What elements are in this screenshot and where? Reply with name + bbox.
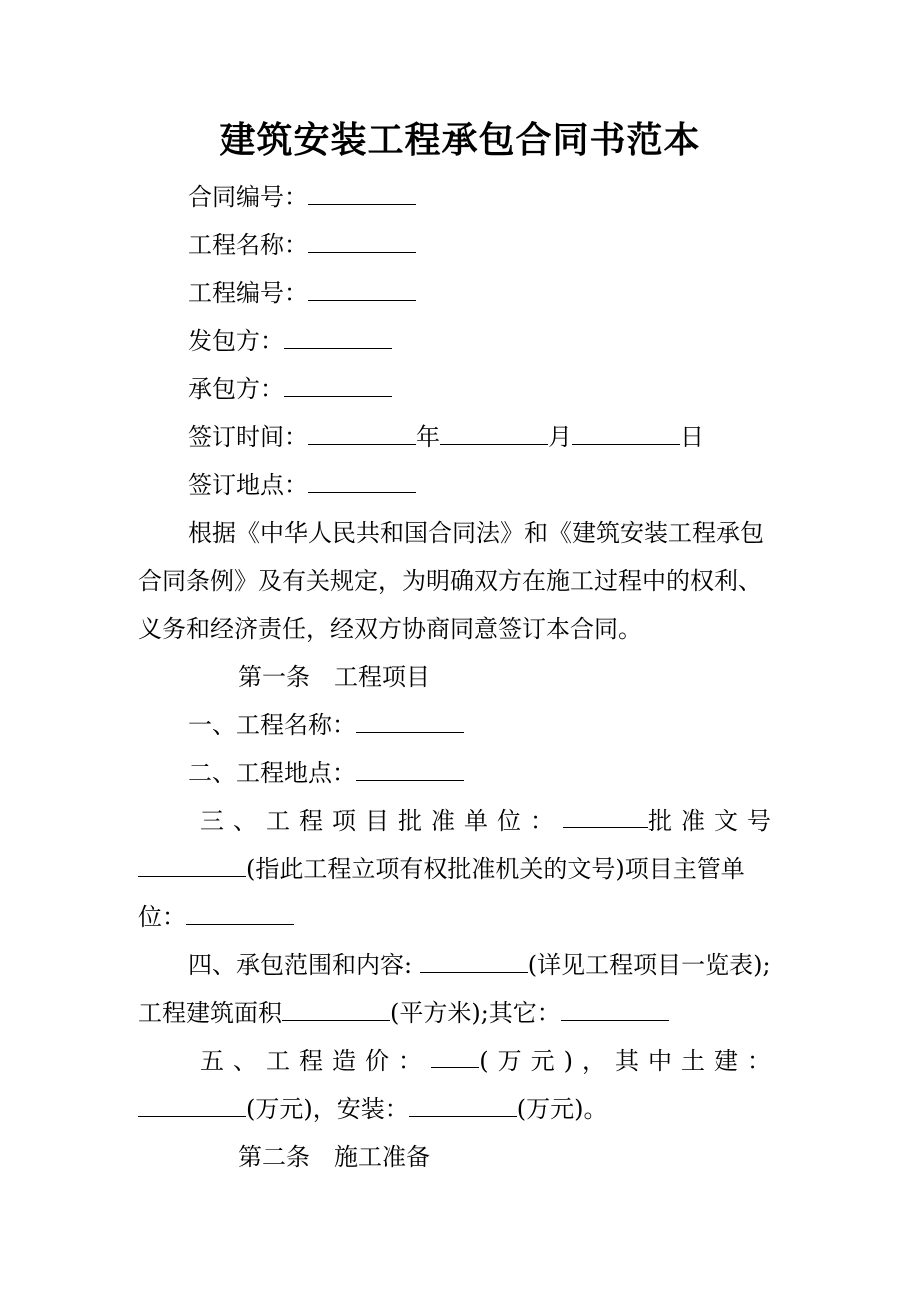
preamble-line-3: 义务和经济责任，经双方协商同意签订本合同。 [138,615,642,643]
page-title: 建筑安装工程承包合同书范本 [219,119,701,161]
field-contractor: 承包方： [188,373,392,405]
blank-line [282,998,390,1021]
blank-line [563,805,648,828]
field-contract-no: 合同编号： [188,181,416,213]
blank-line [356,758,464,781]
blank-line [308,230,416,253]
preamble-line-1: 根据《中华人民共和国合同法》和《建筑安装工程承包 [188,519,764,547]
article-1-item-5: 五、工程造价： (万元)，其中土建： [200,1047,780,1075]
blank-line [308,422,416,445]
blank-line [420,950,528,973]
blank-line [409,1094,517,1117]
blank-line [186,902,294,925]
blank-line [284,374,392,397]
article-1-item-1: 一、工程名称： [188,709,464,741]
blank-line [440,422,548,445]
blank-line [138,1094,246,1117]
article-2-heading: 第二条 施工准备 [238,1143,430,1171]
blank-line [308,470,416,493]
article-1-heading: 第一条 工程项目 [238,663,430,691]
blank-line [138,854,246,877]
article-1-item-3-end: 位： [138,901,294,933]
field-project-no: 工程编号： [188,277,416,309]
article-1-item-4: 四、承包范围和内容: (详见工程项目一览表); [188,951,771,979]
article-1-item-5-cont: (万元)，安装： (万元)。 [138,1093,607,1125]
blank-line [308,182,416,205]
blank-line [356,710,464,733]
preamble-line-2: 合同条例》及有关规定，为明确双方在施工过程中的权利、 [138,567,762,595]
blank-line [308,278,416,301]
article-1-item-4-cont: 工程建筑面积 (平方米);其它： [138,997,669,1029]
field-signing-place: 签订地点： [188,469,416,501]
article-1-item-3-cont: (指此工程立项有权批准机关的文号)项目主管单 [138,853,745,885]
blank-line [561,998,669,1021]
blank-line [284,326,392,349]
article-1-item-3: 三、工程项目批准单位： 批准文号 [200,807,780,835]
article-1-item-2: 二、工程地点： [188,757,464,789]
field-employer: 发包方： [188,325,392,357]
blank-line [572,422,680,445]
field-signing-time: 签订时间： 年 月 日 [188,423,704,451]
field-project-name: 工程名称： [188,229,416,261]
blank-line [431,1045,479,1068]
